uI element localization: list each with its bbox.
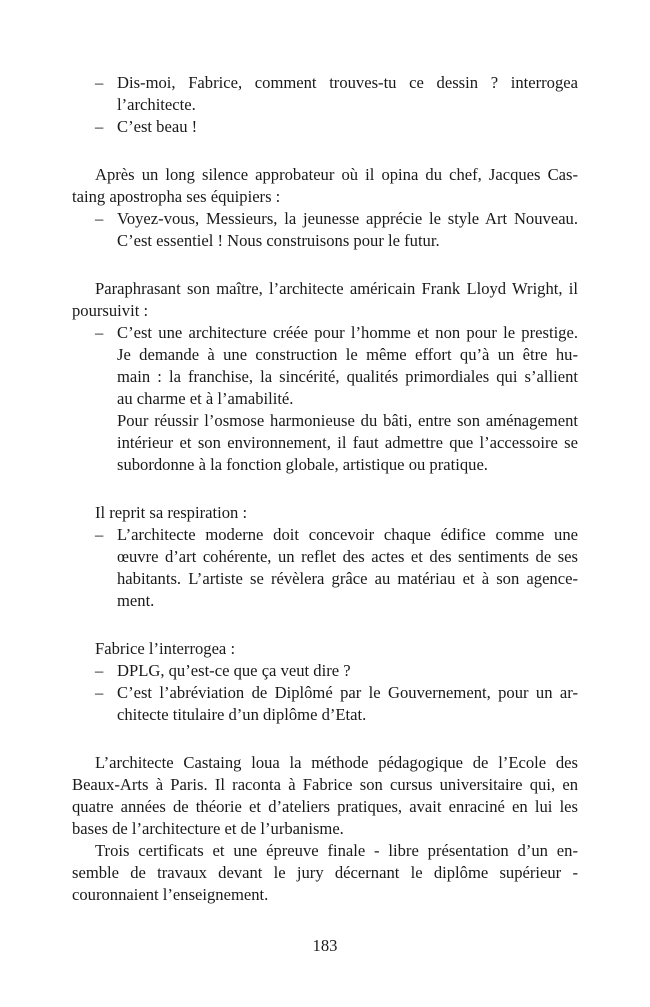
dialogue-line bbox=[72, 116, 578, 138]
dialogue-line bbox=[72, 682, 578, 726]
text-line: Trois certificats et une épreuve finale - libre présentation d’un en- bbox=[95, 841, 578, 860]
text-line: œuvre d’art cohérente, un reflet des actes et des sentiments de ses bbox=[117, 547, 578, 566]
text-line: Il reprit sa respiration : bbox=[95, 503, 248, 522]
text-line: poursuivit : bbox=[72, 301, 149, 320]
dialogue-dash: – bbox=[95, 73, 104, 92]
dialogue-dash: – bbox=[95, 323, 104, 342]
dialogue-line bbox=[72, 72, 578, 116]
text-line: Après un long silence approbateur où il opina du chef, Jacques Cas- bbox=[95, 165, 578, 184]
text-line: subordonne à la fonction globale, artistique ou pratique. bbox=[117, 455, 488, 474]
text-line: chitecte titulaire d’un diplôme d’Etat. bbox=[117, 705, 367, 724]
text-line: Beaux-Arts à Paris. Il raconta à Fabrice son cursus universitaire qui, en bbox=[72, 775, 578, 794]
text-line: C’est beau ! bbox=[117, 117, 198, 136]
paragraph bbox=[72, 164, 578, 208]
paragraph bbox=[72, 840, 578, 906]
text-line: au charme et à l’amabilité. bbox=[117, 389, 294, 408]
dialogue-line bbox=[72, 208, 578, 252]
text-line: C’est l’abréviation de Diplômé par le Gouvernement, pour un ar- bbox=[117, 683, 578, 702]
dialogue-line bbox=[72, 322, 578, 410]
text-line: taing apostropha ses équipiers : bbox=[72, 187, 281, 206]
dialogue-line bbox=[72, 524, 578, 612]
text-line: bases de l’architecture et de l’urbanisme. bbox=[72, 819, 344, 838]
text-line: main : la franchise, la sincérité, qualités primordiales qui s’allient bbox=[117, 367, 578, 386]
text-line: C’est essentiel ! Nous construisons pour le futur. bbox=[117, 231, 440, 250]
text-line: L’architecte moderne doit concevoir chaque édifice comme une bbox=[117, 525, 578, 544]
dialogue-dash: – bbox=[95, 209, 104, 228]
dialogue-dash: – bbox=[95, 661, 104, 680]
page-number: 183 bbox=[312, 936, 338, 955]
text-line: couronnaient l’enseignement. bbox=[72, 885, 269, 904]
text-line: intérieur et son environnement, il faut admettre que l’accessoire se bbox=[117, 433, 578, 452]
text-line: semble de travaux devant le jury décernant le diplôme supérieur - bbox=[72, 863, 578, 882]
paragraph bbox=[72, 502, 578, 524]
dialogue-continuation bbox=[72, 410, 578, 476]
text-line: Voyez-vous, Messieurs, la jeunesse apprécie le style Art Nouveau. bbox=[117, 209, 578, 228]
text-line: Fabrice l’interrogea : bbox=[95, 639, 236, 658]
paragraph bbox=[72, 752, 578, 840]
text-line: Dis-moi, Fabrice, comment trouves-tu ce dessin ? interrogea bbox=[117, 73, 578, 92]
text-line: DPLG, qu’est-ce que ça veut dire ? bbox=[117, 661, 351, 680]
text-line: L’architecte Castaing loua la méthode pédagogique de l’Ecole des bbox=[95, 753, 578, 772]
dialogue-dash: – bbox=[95, 683, 104, 702]
text-line: ment. bbox=[117, 591, 155, 610]
text-line: C’est une architecture créée pour l’homme et non pour le prestige. bbox=[117, 323, 578, 342]
dialogue-dash: – bbox=[95, 525, 104, 544]
text-line: Paraphrasant son maître, l’architecte américain Frank Lloyd Wright, il bbox=[95, 279, 578, 298]
text-line: quatre années de théorie et d’ateliers pratiques, avait enraciné en lui les bbox=[72, 797, 578, 816]
paragraph bbox=[72, 278, 578, 322]
dialogue-dash: – bbox=[95, 117, 104, 136]
page-body bbox=[72, 72, 578, 906]
text-line: Je demande à une construction le même effort qu’à un être hu- bbox=[117, 345, 578, 364]
paragraph bbox=[72, 638, 578, 660]
text-line: l’architecte. bbox=[117, 95, 196, 114]
dialogue-line bbox=[72, 660, 578, 682]
text-line: Pour réussir l’osmose harmonieuse du bâti, entre son aménagement bbox=[117, 411, 578, 430]
text-line: habitants. L’artiste se révèlera grâce au matériau et à son agence- bbox=[117, 569, 578, 588]
